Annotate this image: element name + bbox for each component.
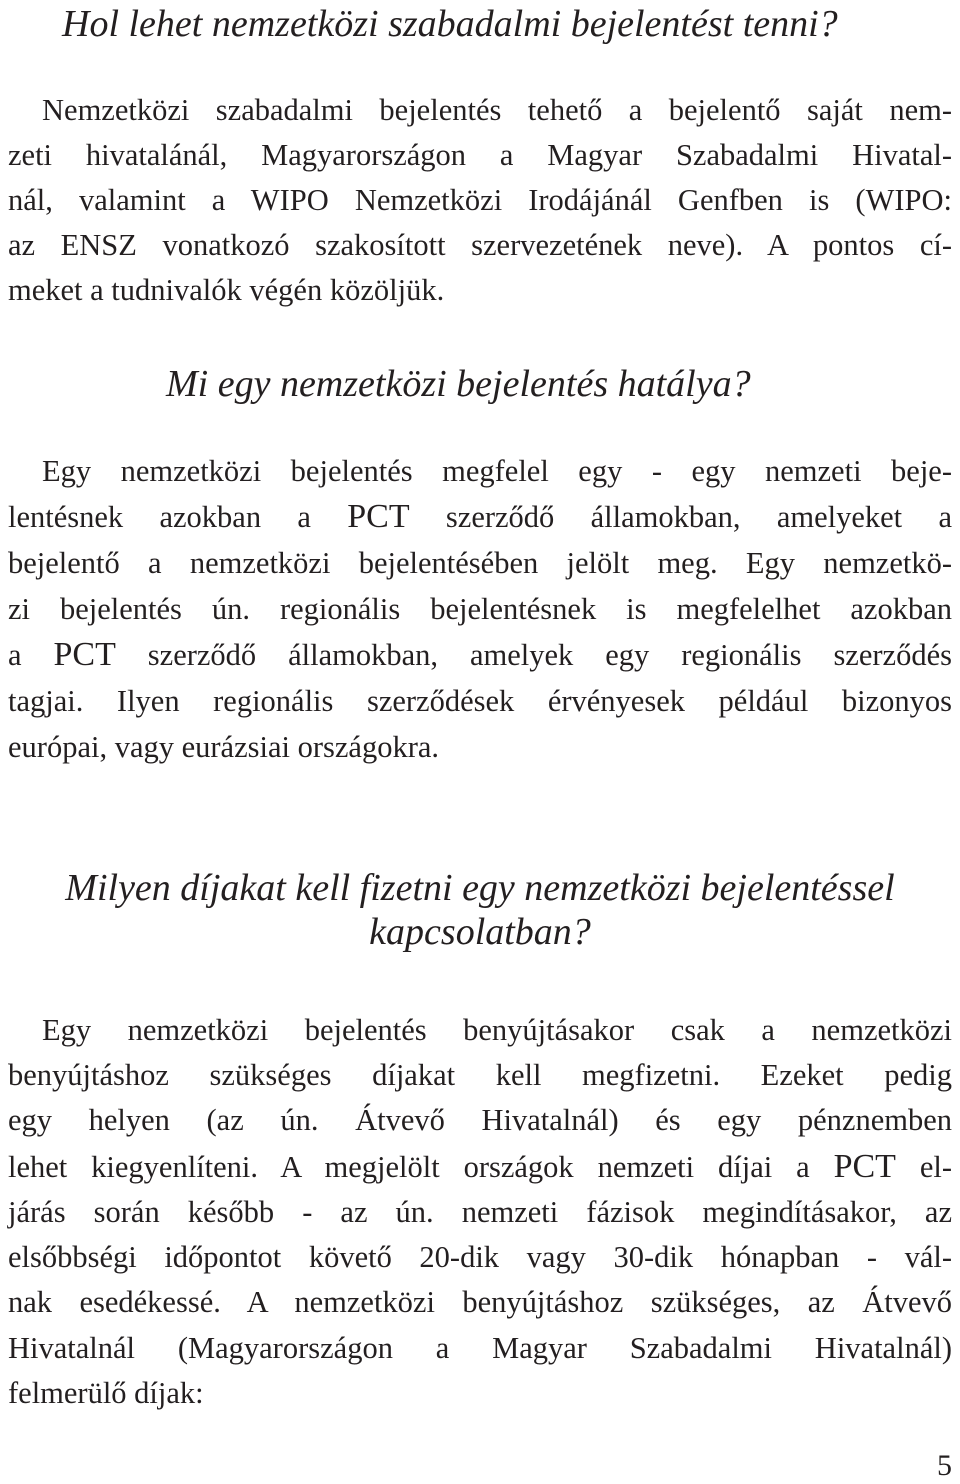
text-line: nál, valamint a WIPO Nemzetközi Irodájánál Genfben is (WIPO: [8,183,952,217]
text-line: Hivatalnál (Magyarországon a Magyar Szabadalmi Hivatalnál) [8,1331,952,1365]
heading-where-to-file: Hol lehet nemzetközi szabadalmi bejelentést tenni? [62,3,838,45]
text-line: zeti hivatalánál, Magyarországon a Magyar Szabadalmi Hivatal- [8,138,952,172]
text-line: a PCT szerződő államokban, amelyek egy regionális szerződés [8,636,952,673]
text-line: Egy nemzetközi bejelentés benyújtásakor csak a nemzetközi [42,1013,952,1047]
text-line: egy helyen (az ún. Átvevő Hivatalnál) és egy pénznemben [8,1103,952,1137]
page-number: 5 [937,1449,952,1482]
heading-line: kapcsolatban? [369,911,591,953]
text-line: bejelentő a nemzetközi bejelentésében jelölt meg. Egy nemzetkö- [8,546,952,580]
text-line: meket a tudnivalók végén közöljük. [8,273,445,307]
text-line: lehet kiegyenlíteni. A megjelölt országok nemzeti díjai a PCT el- [8,1148,952,1185]
heading-fees [0,866,960,954]
text-line: Egy nemzetközi bejelentés megfelel egy - egy nemzeti beje- [42,454,952,488]
text-line: tagjai. Ilyen regionális szerződések érvényesek például bizonyos [8,684,952,718]
heading-effect-of-application: Mi egy nemzetközi bejelentés hatálya? [166,363,751,405]
text-line: járás során később - az ún. nemzeti fázisok megindításakor, az [8,1195,952,1229]
text-line: zi bejelentés ún. regionális bejelentésnek is megfelelhet azokban [8,592,952,626]
text-line: az ENSZ vonatkozó szakosított szervezetének neve). A pontos cí- [8,228,952,262]
text-line: nak esedékessé. A nemzetközi benyújtáshoz szükséges, az Átvevő [8,1285,952,1319]
text-line: felmerülő díjak: [8,1376,204,1410]
text-line: Nemzetközi szabadalmi bejelentés tehető a bejelentő saját nem- [42,93,952,127]
text-line: lentésnek azokban a PCT szerződő államokban, amelyeket a [8,498,952,535]
heading-line: Milyen díjakat kell fizetni egy nemzetközi bejelentéssel [65,867,895,909]
pct-abbreviation: PCT [833,1148,896,1185]
pct-abbreviation: PCT [347,498,410,535]
text-line: európai, vagy eurázsiai országokra. [8,730,440,764]
pct-abbreviation: PCT [53,636,116,673]
text-line: elsőbbségi időpontot követő 20-dik vagy 30-dik hónapban - vál- [8,1240,952,1274]
text-line: benyújtáshoz szükséges díjakat kell megfizetni. Ezeket pedig [8,1058,952,1092]
